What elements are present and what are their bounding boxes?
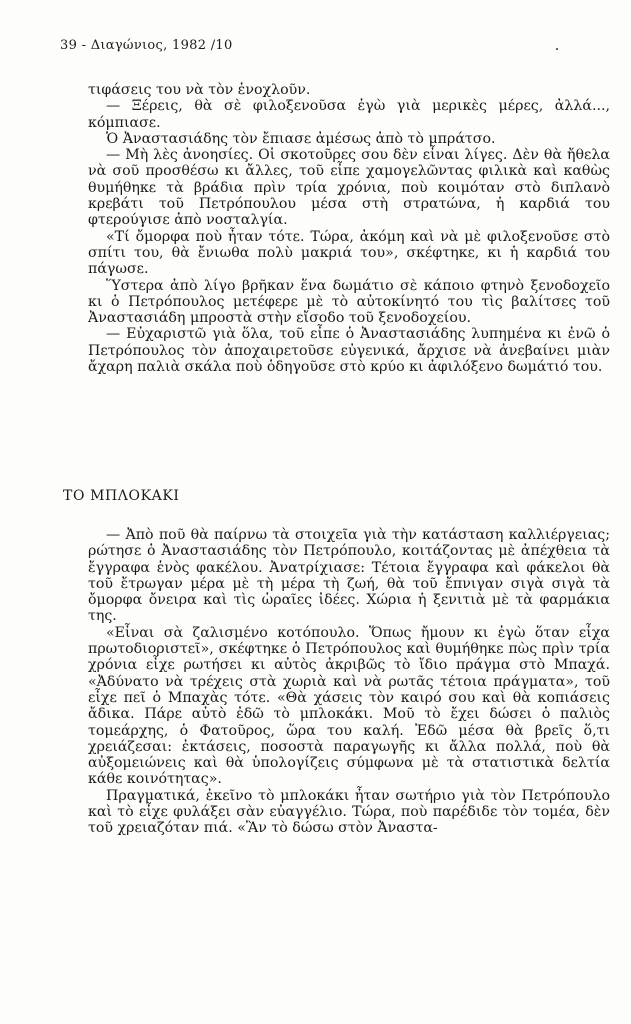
story-continuation (88, 82, 610, 375)
running-head: 39 - Διαγώνιος, 1982 /10 (60, 38, 233, 53)
section-title: ΤΟ ΜΠΛΟΚΑΚΙ (63, 488, 180, 504)
paragraph: τιφάσεις του νὰ τὸν ἐνοχλοῦν. (88, 82, 311, 98)
story-section (88, 527, 610, 837)
speck-mark (556, 48, 558, 50)
paragraph: Ὕστερα ἀπὸ λίγο βρῆκαν ἕνα δωμάτιο σὲ κάποιο φτηνὸ ξενοδοχεῖο κι ὁ Πετρόπουλος μετέφερε μὲ τὸ αὐτοκίνητό του τὶς βαλίτσες τοῦ Ἀναστασιάδη μπροστὰ στὴν εἴσοδο τοῦ ξενοδοχείου. (88, 277, 610, 327)
paragraph: Πραγματικά, ἐκεῖνο τὸ μπλοκάκι ἦταν σωτήριο γιὰ τὸν Πετρόπουλο καὶ τὸ εἶχε φυλάξει σὰν εὐαγγέλιο. Τώρα, ποὺ παρέδιδε τὸν τομέα, δὲν τοῦ χρειαζόταν πιά. «Ἂν τὸ δώσω στὸν Ἀναστα- (88, 787, 610, 837)
paragraph: — Ξέρεις, θὰ σὲ φιλοξενοῦσα ἐγὼ γιὰ μερικὲς μέρες, ἀλλά..., κόμπιασε. (88, 98, 610, 131)
paragraph: — Μὴ λὲς ἀνοησίες. Οἱ σκοτοῦρες σου δὲν εἶναι λίγες. Δὲν θὰ ἤθελα νὰ σοῦ προσθέσω κι ἄλλες, τοῦ εἶπε χαμογελῶντας φιλικὰ καὶ καθὼς θυμήθηκε τὰ βράδια πρὶν τρία χρόνια, ποὺ κοιμόταν στὸ διπλανὸ κρεβάτι τοῦ Πετρόπουλου μέσα στὴ στρατώνα, ἡ καρδιά του φτερούγισε ἀπὸ νοσταλγία. (88, 147, 610, 229)
paragraph: «Εἶναι σὰ ζαλισμένο κοτόπουλο. Ὅπως ἤμουν κι ἐγὼ ὅταν εἶχα πρωτοδιοριστεῖ», σκέφτηκε ὁ Πετρόπουλος καὶ θυμήθηκε πὼς πρὶν τρία χρόνια εἶχε ρωτήσει κι αὐτὸς ἀκριβῶς τὸ ἴδιο πράγμα στὸ Μπαχά. «Ἀδύνατο νὰ τρέχεις στὰ χωριὰ καὶ νὰ ρωτᾶς τέτοια πράγματα», τοῦ εἶχε πεῖ ὁ Μπαχὰς τότε. «Θὰ χάσεις τὸν καιρό σου καὶ θὰ κοπιάσεις ἄδικα. Πάρε αὐτὸ ἐδῶ τὸ μπλοκάκι. Μοῦ τὸ ἔχει δώσει ὁ παλιὸς τομεάρχης, ὁ Φατοῦρος, ὥρα του καλή. Ἐδῶ μέσα θὰ βρεῖς ὅ,τι χρειάζεσαι: ἐκτάσεις, ποσοστὰ παραγωγῆς κι ἄλλα πολλά, ποὺ θὰ αὐξομειώνεις καὶ θὰ ὑπολογίζεις σύμφωνα μὲ τὰ στατιστικὰ δελτία κάθε κοινότητας». (88, 624, 610, 788)
paragraph: — Εὐχαριστῶ γιὰ ὅλα, τοῦ εἶπε ὁ Ἀναστασιάδης λυπημένα κι ἐνῶ ὁ Πετρόπουλος τὸν ἀποχαιρετοῦσε εὐγενικά, ἄρχισε νὰ ἀνεβαίνει μιὰν ἄχαρη παλιὰ σκάλα ποὺ ὁδηγοῦσε στὸ κρύο κι ἀφιλόξενο δωμάτιό του. (88, 326, 610, 376)
paragraph: — Ἀπὸ ποῦ θὰ παίρνω τὰ στοιχεῖα γιὰ τὴν κατάσταση καλλιέργειας; ρώτησε ὁ Ἀναστασιάδης τὸν Πετρόπουλο, κοιτάζοντας μὲ ἀπέχθεια τὰ ἔγγραφα ἑνὸς φακέλου. Ἀνατρίχιασε: Τέτοια ἔγγραφα καὶ φάκελοι θὰ τοῦ ἔτρωγαν μέρα μὲ τὴ μέρα τὴ ζωή, θὰ τοῦ ἔπνιγαν σιγὰ σιγὰ τὰ ὄμορφα ὄνειρα καὶ τὶς ὡραῖες ἰδέες. Χώρια ἡ ξενιτιὰ μὲ τὰ φαρμάκια της. (88, 527, 610, 625)
paragraph: «Τί ὄμορφα ποὺ ἦταν τότε. Τώρα, ἀκόμη καὶ νὰ μὲ φιλοξενοῦσε στὸ σπίτι του, θὰ ἔνιωθα πολὺ μακριά του», σκέφτηκε, κι ἡ καρδιά του πάγωσε. (88, 228, 610, 278)
paragraph: Ὁ Ἀναστασιάδης τὸν ἔπιασε ἀμέσως ἀπὸ τὸ μπράτσο. (106, 130, 496, 147)
